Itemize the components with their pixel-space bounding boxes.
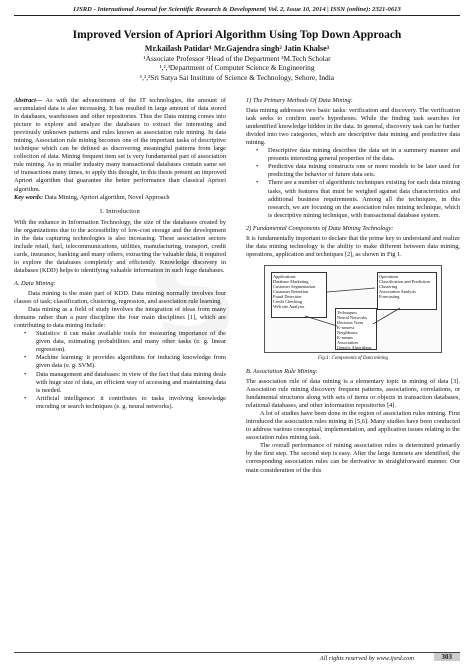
subsection-fundamental-components: 2) Fundamental Components of Data Mining Technology: <box>246 224 394 232</box>
author-block <box>10 44 464 82</box>
journal-header: IJSRD - International Journal for Scientific Research & Development| Vol. 2, Issue 10, 2014 | ISSN (online): 2321-0613 <box>14 6 460 16</box>
connector-line <box>305 316 337 326</box>
list-item: • Descriptive data mining describes the data set in a summery manner and presents interesting general properties of the data. <box>268 147 460 163</box>
list-item: • There are a number of algorithmic techniques existing for each data mining tasks, with features that must be weighed against data characteristics and additional business requirements. Among all the techniques, in this research, we are focusing on the association rules mining technique, which is descriptive mining technique, with transactional database system. <box>268 179 460 219</box>
primary-methods-paragraph: Data mining addresses two basic tasks: verification and discovery. The verification task seeks to confirm user's hypotheses. While the finding task searches for unidentified knowledge hidden in the data. In general, discovery task can be further divided into two categories, which are descriptive data mining and predictive data mining. <box>246 107 460 147</box>
author-institute: ¹,²,³Sri Satya Sai Institute of Science & Technology, Sehore, India <box>139 72 335 82</box>
list-item: • Data management and databases: in view of the fact that data mining deals with huge size of data, an efficient way of accessing and maintaining data is needed. <box>36 371 226 395</box>
right-column <box>246 97 460 475</box>
subsection-association-rule-mining: B. Association Rule Mining: <box>246 367 318 375</box>
intro-paragraph: With the enhance in Information Technology, the size of the databases created by the organizations due to the accessibility of low-cost storage and the development in the data capturing technologies is also increasing. These association sectors include retail, fuel, telecommunications, utilities, manufacturing, transport, credit cards, insurance, banking and many others, extracting the valuable data, it required to explore the databases completely and efficiently. Knowledge discovery in databases (KDD) helps to identifying valuable information in such huge databases. <box>14 218 226 274</box>
arm-paragraph-3: The overall performance of mining association rules is determined primarily by the first step. The second step is easy. After the large itemsets are identified, the corresponding association rules can be derivative in straightforward manner. Our main consideration of the this <box>246 442 460 474</box>
list-item: • Statistics: it can make available tools for measuring importance of the given data, estimating probabilities and many other tasks (e. g. linear regression). <box>36 330 226 354</box>
footer-divider <box>14 652 460 653</box>
list-item: • Machine learning: it provides algorithms for inducing knowledge from given data (e. g. SVM). <box>36 354 226 370</box>
paper-title: Improved Version of Apriori Algorithm Using Top Down Approach <box>72 29 402 41</box>
keywords <box>14 194 226 202</box>
left-column <box>14 97 226 411</box>
abstract-text: As with the advancement of the IT technologies, the amount of accumulated data is also increasing. It has resulted in large amount of data stored in databases, warehouses and other repositories. Thus the Data mining comes into picture to explore and analyze the databases to extract the interesting and previously unknown patterns and rules known as association rule mining. In data mining, Association rule mining becomes one of the important tasks of descriptive technique which can be defined as discovering meaningful patterns from large collection of data. Mining frequent item set is very fundamental part of association rule mining. As in retailer industry many transactional databases contain same set of transactions many times, to apply this thought, in this thesis present an improved Apriori algorithm that guarantee the better performance than classical Apriori algorithm. <box>14 97 226 193</box>
footer-rights: All rights reserved by www.ijsrd.com <box>319 655 414 662</box>
subsection-data-mining: A. Data Mining: <box>14 279 56 287</box>
data-mining-paragraph-1: Data mining is the main part of KDD. Data mining normally involves four classes of task; classification, clustering, regression, and association rule learning <box>14 290 226 306</box>
applications-box: Applications Database Marketing Customer Segmentation Customer Retention Fraud Detection Credit Checking Web site Analysis <box>271 272 327 318</box>
subsection-primary-methods: 1) The Primary Methods Of Data Mining: <box>246 97 353 104</box>
fundamental-components-paragraph: It is fundamentally important to declare that the prime key to understand and realize the data mining technology is the ability to make different between data mining, operations, application and techniques [2], as shown in Fig 1. <box>246 234 460 258</box>
page-number: 303 <box>434 653 461 661</box>
disciplines-list <box>14 330 226 410</box>
techniques-box: Techniques Neural Networks Decision Trees K-nearest Neighbours K-means Association Genetic Algorithms <box>335 308 377 350</box>
data-mining-paragraph-2: Data mining as a field of study involves the integration of ideas from many domains rather than a pure discipline the four main disciplines [1], which are contributing to data mining include: <box>14 306 226 330</box>
author-department: ¹,²,³Department of Computer Science & Engineering <box>159 63 315 72</box>
author-names: Mr.kailash Patidar¹ Mr.Gajendra singh² Jatin Khalse³ <box>144 44 330 53</box>
keywords-text: Data Mining, Apriori algorithm, Novel Approach <box>43 193 170 201</box>
list-item: • Predictive data mining constructs one or more models to be later used for predicting the behavior of future data sets. <box>268 163 460 179</box>
arm-paragraph-1: The association rule of data mining is a elementary topic in mining of data [3]. Association rule mining discovery frequent patterns, associations, correlations, or fundamental structures along with sets of items or objects in transaction databases, relational databases, and other information repositories [4]. <box>246 377 460 410</box>
figure-caption: Fig.1: Components of Data mining <box>317 355 389 361</box>
methods-list <box>246 147 460 219</box>
figure-components-diagram <box>264 265 442 353</box>
abstract-label: Abstract— <box>14 97 43 104</box>
connector-line <box>373 308 400 324</box>
figure-connectors <box>265 266 441 352</box>
operations-box: Operations Classification and Prediction Clustering Association Analysis Forecasting <box>377 272 437 310</box>
list-item: • Artificial intelligence: it contributes to tasks involving knowledge encoding or search techniques (e. g. neural networks). <box>36 395 226 411</box>
abstract <box>14 97 226 194</box>
connector-line <box>327 288 375 292</box>
keywords-label: Key words: <box>14 193 44 201</box>
author-roles: ¹Associate Professor ²Head of the Department ³M.Tech Scholar <box>143 53 331 63</box>
arm-paragraph-2: A lot of studies have been done in the region of association rules mining. First introduced the association rules mining in [5,6]. Many studies have been conducted to address various conceptual, implementation, and application issues relating to the association rules mining task. <box>246 410 460 442</box>
section-heading-introduction: I. Introduction <box>100 207 140 215</box>
